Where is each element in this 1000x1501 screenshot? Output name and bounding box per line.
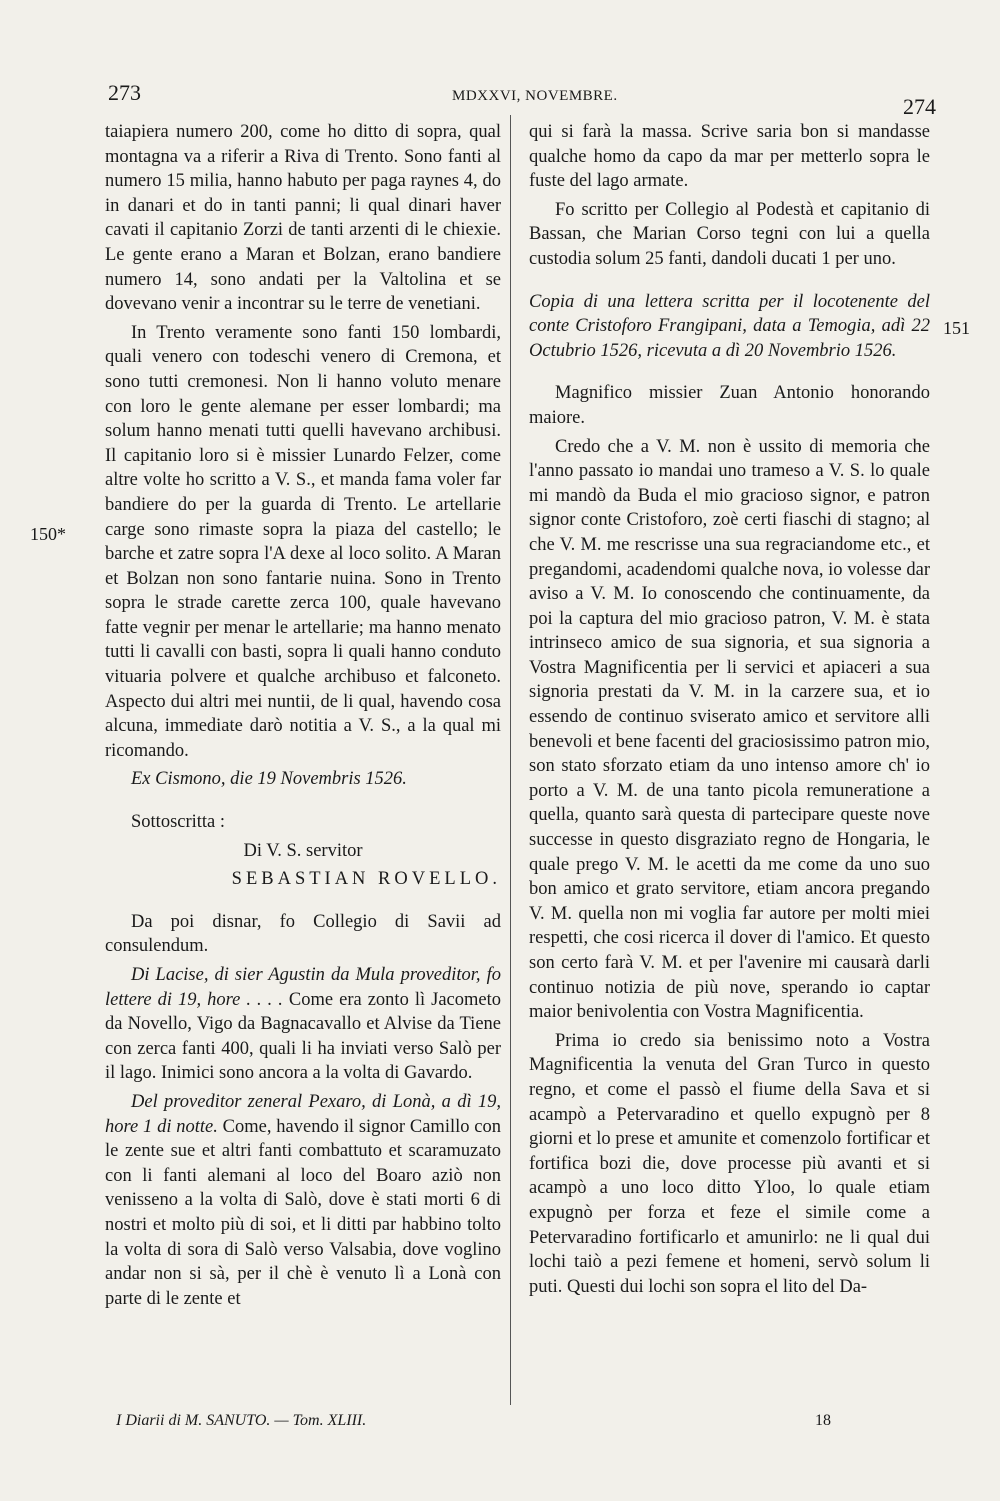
paragraph: Da poi disnar, fo Collegio di Savii ad consulendum. [105,911,501,957]
paragraph: taiapiera numero 200, come ho ditto di sopra, qual montagna va a riferir a Riva di Trento. Sono fanti al numero 15 milia, hanno habuto per paga raynes 4, do in danari et do in tanti panni; li qual dinari haver cavati il capitanio Zorzi de tanti arzenti di le chiexie. Le gente erano a Maran et Bolzan, erano bandiere numero 14, sono andati per la Valtolina et se dovevano venir a incontrar su le terre de venetiani. [105,122,501,315]
running-title: MDXXVI, NOVEMBRE. [452,88,618,104]
letter-heading: Di Lacise, di sier Agustin da Mula proveditor, fo lettere di 19, hore . . . . [105,965,501,1010]
margin-note-left: 150* [30,524,66,544]
page-header [0,80,1000,119]
paragraph [105,963,501,1086]
dateline: Ex Cismono, die 19 Novembris 1526. [131,769,407,790]
paragraph: Credo che a V. M. non è ussito di memoria che l'anno passato io mandai uno trameso a V. S. lo quale mi mandò da Buda el mio gracioso signor, e patron signor conte Cristoforo, zoè certi fiaschi di stagno; al che V. M. me rescrisse una sua regraciandome etc., et pregandomi, acadendomi qualche nova, io volesse dar aviso a V. M. Io conoscendo che continuamente, da poi la captura del mio gracioso patron, V. M. è stata intrinseco amico de sua signoria, et sua signoria a Vostra Magnificentia per li servici et apiaceri a sua signoria prestati da V. M. in la carzere sua, et io essendo de continuo sviserato amico et servitore alli benevoli et bene facenti del graciosissimo patron mio, son stato sforzato etiam da uno intenso amore ch' io porto a V. M. de una tanto picola remuneratione a quella, quanto sarà questa di partecipare queste nove successe in questo disgraziato regno de Hongaria, le quale prego V. M. le acetti da me come da uno suo bon amico et grato servitore, etiam ancora pregando V. M. quella non mi voglia far autore per molti miei respetti, che cosi ricerca il dover di l'amico. Et questo son certo farà V. M. et per l'avenire mi causarà darli continuo notizia de più nove, sperando io captar maior benivolentia con Vostra Magnificentia. [529,436,930,1023]
letter-body: Come era zonto lì Jacometo da Novello, Vigo da Bagnacavallo et Alvise da Tiene con zerca fanti 400, quali li ha inviati verso Salò per il lago. Inimici sono ancora a la volta di Gavardo. [105,989,501,1084]
subscription-label: Sottoscritta : [131,812,226,833]
salutation: Magnifico missier Zuan Antonio honorando maiore. [529,383,930,428]
margin-note-right: 151 [943,318,970,338]
page-number-left: 273 [108,80,141,105]
letter-heading: Del proveditor zeneral Pexaro, di Lonà, a dì 19, hore 1 di notte. [105,1091,501,1137]
servitor-line: Di V. S. servitor [243,840,363,861]
page-footer [0,1412,1000,1442]
paragraph: Fo scritto per Collegio al Podestà et capitanio di Bassan, che Marian Corso tegni con lui a quella custodia solum 25 fanti, dandoli ducati 1 per uno. [529,199,930,269]
right-column [529,120,930,1303]
paragraph: Prima io credo sia benissimo noto a Vostra Magnificentia la venuta del Gran Turco in questo regno, et come el passò el fiume della Sava et si acampò a Petervaradino et quello expugnò per 8 giorni et lo prese et amunite et comenzolo fortificar et fortifica bozi die, dove processe più avanti et si acampò a uno loco ditto Yloo, lo quale etiam expugnò per forza et feze el simile come a Petervaradino fortificarlo et amunirlo: ne li qual dui lochi taiò a pezi femene et homeni, servò solum li puti. Questi dui lochi son sopra el lito del Da- [529,1030,930,1297]
signer-name: SEBASTIAN ROVELLO. [231,869,501,890]
paragraph: qui si farà la massa. Scrive saria bon si mandasse qualche homo da capo da mar per metterlo sopra le fuste del lago armate. [529,122,930,192]
paragraph: In Trento veramente sono fanti 150 lombardi, quali venero con todeschi venero di Cremona, et sono tutti cremonesi. Non li hanno voluto menare con loro le gente alemane per esser lombardi; ma solum hanno menati tutti quelli havevano archibusi. Il capitanio loro si è missier Lunardo Felzer, come altre volte ho scritto a V. S., et manda fama voler far bandiere do per la guarda di Trento. Le artellarie carge sono rimaste sopra la piaza del castello; le barche et zatre sopra l'A dexe al loco solito. A Maran et Bolzan non sono fantarie nuina. Sono in Trento sopra le strade carette zerca 100, quale havevano fatte vegnir per menar le artellarie; ma hanno menato tutti li cavalli con basti, sopra li quali hanno conduto vituaria polvere et qualche archibuso et falconeto. Aspecto dui altri mei nuntii, de li qual, havendo cosa alcuna, immediate darò notitia a V. S., a la qual mi ricomando. [105,322,501,761]
letter-body: Come, havendo il signor Camillo con le zente sue et altri fanti combattuto et scaramuzato con li fanti alemani al loco del Boaro aziò non venisseno a la volta di Salò, dove è stati morti 6 di nostri et molto più di soi, et li ditti par habbino tolto la volta di sora di Salò verso Valsabia, dove voglino andar non si sà, per il chè è venuto lì a Lonà con parte di le zente et [105,1116,501,1309]
page-number-right: 274 [903,94,936,119]
column-divider [510,115,511,1405]
document-heading: Copia di una lettera scritta per il locotenente del conte Cristoforo Frangipani, data a Temogia, adì 22 Octubrio 1526, ricevuta a dì 20 Novembrio 1526. [529,291,930,361]
left-column [105,120,501,1315]
paragraph [105,1090,501,1311]
signature-mark: 18 [815,1412,831,1429]
footer-title: I Diarii di M. SANUTO. — Tom. XLIII. [116,1412,367,1429]
